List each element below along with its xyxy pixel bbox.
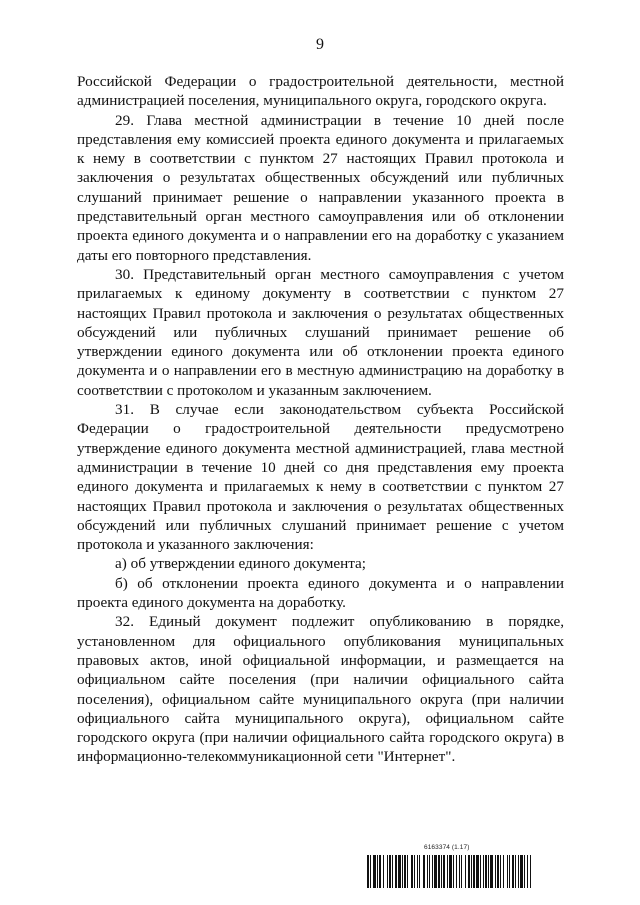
barcode-bar (507, 855, 508, 888)
barcode-bar (485, 855, 487, 888)
barcode-bar (465, 855, 466, 888)
barcode-bar (488, 855, 489, 888)
barcode-bar (527, 855, 528, 888)
barcode-bar (398, 855, 401, 888)
barcode-bar (370, 855, 371, 888)
barcode-bar (407, 855, 408, 888)
barcode-bar (387, 855, 388, 888)
barcode-bar (441, 855, 442, 888)
barcode-bar (453, 855, 454, 888)
page-number: 9 (316, 36, 324, 53)
barcode-bar (490, 855, 493, 888)
document-body (77, 72, 564, 767)
barcode-bar (449, 855, 452, 888)
paragraph-29: 29. Глава местной администрации в течение 10 дней после представления ему комиссией проекта единого документа и прилагаемых к нему в соответствии с пунктом 27 настоящих Правил протокола и заключения о результатах общественных обсуждений или публичных слушаний принимает решение о направлении указанного проекта в представительный орган местного самоуправления или об отклонении проекта единого документа и о направлении его на доработку с указанием даты его повторного представления. (77, 111, 564, 264)
barcode-bar (503, 855, 504, 888)
barcode-bar (473, 855, 475, 888)
barcode-bar (392, 855, 393, 888)
barcode-bar (429, 855, 430, 888)
barcode-bar (383, 855, 384, 888)
barcode-bar (480, 855, 481, 888)
barcode-icon (367, 855, 591, 888)
subparagraph-a: а) об утверждении единого документа; (115, 555, 367, 573)
barcode-bar (500, 855, 501, 888)
barcode-bar (512, 855, 514, 888)
barcode-bar (417, 855, 418, 888)
paragraph-31: 31. В случае если законодательством субъекта Российской Федерации о градостроительной деятельности предусмотрено утверждение единого документа местной администрацией, глава местной администрации в течение 10 дней со дня представления ему проекта единого документа и прилагаемых к нему в соответствии с пунктом 27 настоящих Правил протокола и заключения о результатах общественных обсуждений или публичных слушаний принимает решение с учетом протокола и указанного заключения: (77, 401, 564, 554)
paragraph-continuation: Российской Федерации о градостроительной деятельности, местной администрацией поселения, муниципального округа, городского округа. (77, 73, 564, 110)
barcode-bar (515, 855, 516, 888)
document-barcode-block (367, 844, 591, 892)
barcode-bar (468, 855, 470, 888)
barcode-bar (476, 855, 479, 888)
barcode-bar (402, 855, 403, 888)
barcode-bar (524, 855, 525, 888)
barcode-bar (379, 855, 381, 888)
barcode-bar (483, 855, 484, 888)
barcode-bar (411, 855, 413, 888)
barcode-bar (447, 855, 448, 888)
paragraph-30: 30. Представительный орган местного самоуправления с учетом прилагаемых к единому документу в соответствии с пунктом 27 настоящих Правил протокола и заключения о результатах общественных обсуждений или публичных слушаний принимает решение об утверждении единого документа или об отклонении проекта единого документа и о направлении его в местную администрацию на доработку в соответствии с протоколом и указанным заключением. (77, 265, 564, 399)
barcode-bar (367, 855, 369, 888)
barcode-bar (518, 855, 519, 888)
barcode-bar (443, 855, 445, 888)
barcode-bar (471, 855, 472, 888)
barcode-bar (404, 855, 406, 888)
barcode-bar (373, 855, 376, 888)
barcode-bar (423, 855, 425, 888)
barcode-bar (520, 855, 523, 888)
barcode-bar (427, 855, 428, 888)
document-code: 6163374 (1.17) (424, 844, 470, 851)
barcode-bar (497, 855, 499, 888)
barcode-bar (389, 855, 391, 888)
barcode-bar (432, 855, 433, 888)
barcode-bar (438, 855, 440, 888)
barcode-bar (495, 855, 496, 888)
barcode-bar (456, 855, 457, 888)
barcode-bar (530, 855, 531, 888)
paragraph-32: 32. Единый документ подлежит опубликованию в порядке, установленном для официального опубликования муниципальных правовых актов, иной официальной информации, и размещается на официальном сайте поселения (при наличии официального сайта поселения), официальном сайте муниципального округа (при наличии официального сайта муниципального округа), официальном сайте городского округа (при наличии официального сайта городского округа) в информационно-телекоммуникационной сети "Интернет". (77, 613, 564, 766)
barcode-bar (459, 855, 460, 888)
barcode-bar (377, 855, 378, 888)
barcode-bar (461, 855, 462, 888)
subparagraph-b: б) об отклонении проекта единого документа и о направлении проекта единого документа на доработку. (77, 574, 564, 612)
barcode-bar (419, 855, 420, 888)
barcode-bar (434, 855, 437, 888)
barcode-bar (414, 855, 415, 888)
barcode-bar (395, 855, 397, 888)
barcode-bar (509, 855, 510, 888)
